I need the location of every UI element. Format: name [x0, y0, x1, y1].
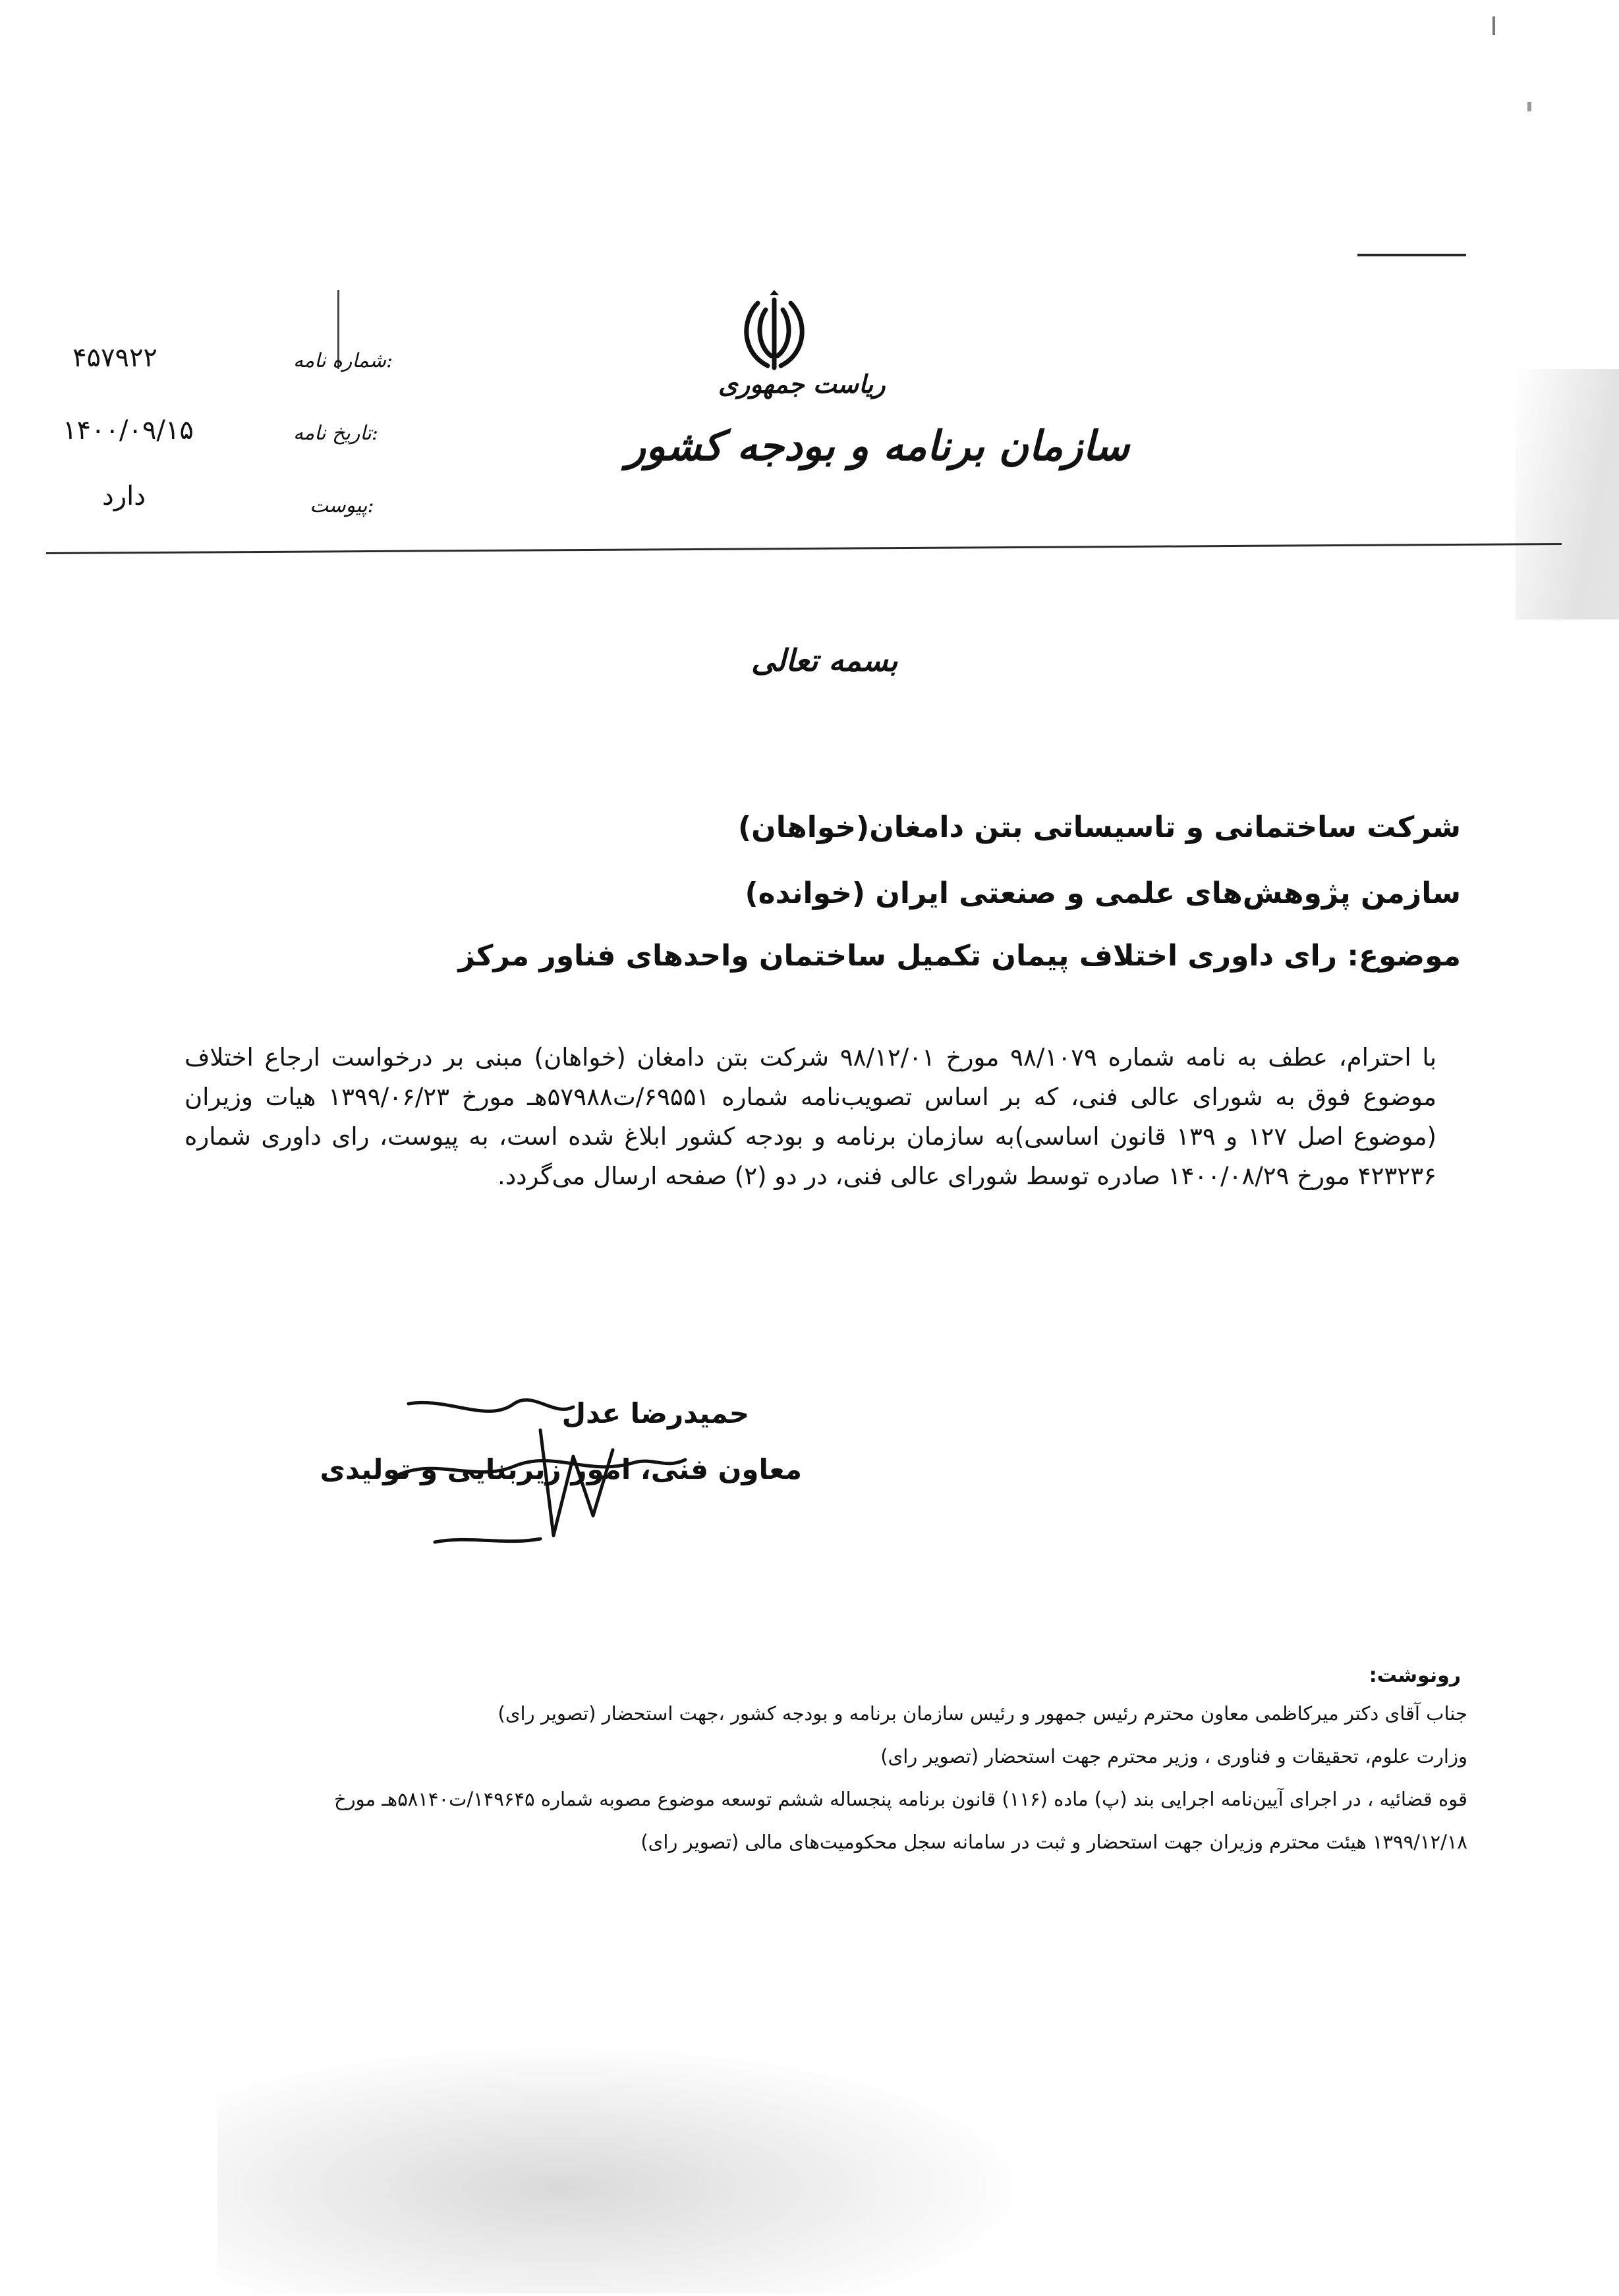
- scan-mark: [1492, 16, 1495, 35]
- cc-line-1: جناب آقای دکتر میرکاظمی معاون محترم رئیس جمهور و رئیس سازمان برنامه و بودجه کشور ،جهت استحضار (تصویر رای): [497, 1702, 1467, 1725]
- cc-line-2: وزارت علوم، تحقیقات و فناوری ، وزیر محترم جهت استحضار (تصویر رای): [880, 1745, 1467, 1767]
- attachment-value: دارد: [102, 481, 146, 511]
- handwritten-signature: [356, 1377, 725, 1549]
- signatory-name: حمیدرضا عدل: [561, 1397, 749, 1429]
- presidency-title: ریاست جمهوری: [718, 369, 886, 399]
- letter-body: با احترام، عطف به نامه شماره ۹۸/۱۰۷۹ مورخ ۹۸/۱۲/۰۱ شرکت بتن دامغان (خواهان) مبنی بر درخواست ارجاع اختلاف موضوع فوق به شورای عالی فنی، که بر اساس تصویب‌نامه شماره ۶۹۵۵۱/ت۵۷۹۸۸هـ مورخ ۱۳۹۹/۰۶/۲۳ هیات وزیران (موضوع اصل ۱۲۷ و ۱۳۹ قانون اساسی)به سازمان برنامه و بودجه کشور ابلاغ شده است، به پیوست، رای داوری شماره ۴۲۳۲۳۶ مورخ ۱۴۰۰/۰۸/۲۹ صادره توسط شورای عالی فنی، در دو (۲) صفحه ارسال می‌گردد.: [185, 1043, 1436, 1190]
- date-value: ۱۴۰۰/۰۹/۱۵: [63, 415, 194, 445]
- cc-line-3: قوه قضائیه ، در اجرای آیین‌نامه اجرایی بند (پ) ماده (۱۱۶) قانون برنامه پنجساله ششم توسعه موضوع مصوبه شماره ۱۴۹۶۴۵/ت۵۸۱۴۰هـ مورخ: [333, 1788, 1467, 1810]
- organization-name: سازمان برنامه و بودجه کشور: [626, 422, 1130, 470]
- top-right-rule: [1357, 254, 1466, 256]
- number-value: ۴۵۷۹۲۲: [72, 343, 157, 373]
- scan-smudge: [217, 2030, 1074, 2293]
- iran-emblem-icon: [731, 290, 817, 376]
- invocation: بسمه تعالی: [751, 643, 898, 678]
- scan-mark: [1527, 102, 1531, 111]
- signatory-title: معاون فنی، امور زیربنایی و تولیدی: [320, 1453, 802, 1485]
- header-rule: [46, 543, 1562, 554]
- number-label: شماره نامه:: [293, 349, 393, 372]
- subject-line: موضوع: رای داوری اختلاف پیمان تکمیل ساختمان واحدهای فناور مرکز: [458, 939, 1461, 973]
- recipient-claimant: شرکت ساختمانی و تاسیساتی بتن دامغان(خواهان): [738, 811, 1461, 844]
- cc-line-4: ۱۳۹۹/۱۲/۱۸ هیئت محترم وزیران جهت استحضار و ثبت در سامانه سجل محکومیت‌های مالی (تصویر رای): [640, 1831, 1467, 1853]
- attachment-label: پیوست:: [310, 494, 374, 517]
- recipient-respondent: سازمن پژوهش‌های علمی و صنعتی ایران (خوانده): [745, 876, 1461, 910]
- date-label: تاریخ نامه:: [293, 422, 378, 445]
- scan-fold-shadow: [1516, 369, 1619, 619]
- cc-title: رونوشت:: [1369, 1664, 1461, 1687]
